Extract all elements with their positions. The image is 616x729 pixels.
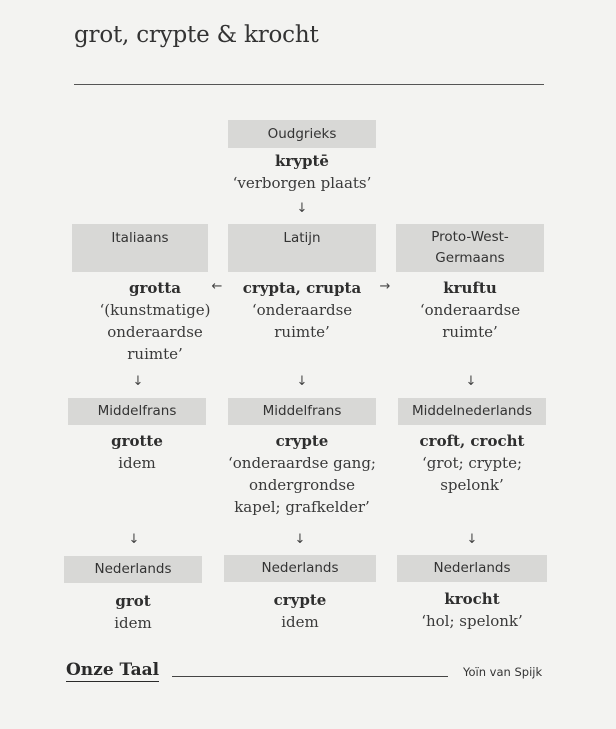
term-nederlands-grot <box>64 590 202 634</box>
term-gloss: ‘onderaardse gang; ondergrondse kapel; grafkelder’ <box>228 454 376 516</box>
label-proto-west-germaans: Proto-West- Germaans <box>396 224 544 272</box>
term-word: croft, crocht <box>419 432 525 450</box>
term-gloss: ‘grot; crypte; spelonk’ <box>421 454 523 494</box>
term-word: kryptē <box>275 152 329 170</box>
arrow-left-icon: ← <box>211 279 223 294</box>
term-word: grotte <box>111 432 163 450</box>
arrow-right-icon: → <box>379 279 391 294</box>
label-nederlands: Nederlands <box>224 555 376 582</box>
term-latijn <box>222 277 382 343</box>
label-nederlands: Nederlands <box>64 556 202 583</box>
label-latijn: Latijn <box>228 224 376 272</box>
arrow-down-icon: ↓ <box>296 374 308 389</box>
term-gloss: idem <box>281 613 319 631</box>
arrow-down-icon: ↓ <box>132 374 144 389</box>
label-middelnederlands: Middelnederlands <box>398 398 546 425</box>
arrow-down-icon: ↓ <box>296 201 308 216</box>
term-gloss: ‘hol; spelonk’ <box>421 612 523 630</box>
term-gloss: ‘verborgen plaats’ <box>232 174 372 192</box>
term-middelfrans-crypte <box>218 430 386 518</box>
arrow-down-icon: ↓ <box>466 532 478 547</box>
label-nederlands: Nederlands <box>397 555 547 582</box>
title-divider <box>74 84 544 85</box>
term-nederlands-krocht <box>397 588 547 632</box>
term-gloss: idem <box>118 454 156 472</box>
arrow-down-icon: ↓ <box>294 532 306 547</box>
label-oudgrieks: Oudgrieks <box>228 120 376 148</box>
footer-divider <box>172 676 448 677</box>
term-oudgrieks <box>213 150 391 194</box>
page-title: grot, crypte & krocht <box>74 22 319 48</box>
term-proto-west-germaans <box>396 277 544 343</box>
term-gloss: idem <box>114 614 152 632</box>
term-word: grotta <box>129 279 181 297</box>
term-word: krocht <box>444 590 500 608</box>
term-gloss: ‘(kunstmatige) onderaardse ruimte’ <box>99 301 211 363</box>
label-middelfrans: Middelfrans <box>68 398 206 425</box>
term-word: grot <box>115 592 151 610</box>
term-nederlands-crypte <box>224 589 376 633</box>
term-gloss: ‘onderaardse ruimte’ <box>251 301 353 341</box>
term-word: kruftu <box>443 279 497 297</box>
label-middelfrans: Middelfrans <box>228 398 376 425</box>
term-word: crypte <box>275 432 329 450</box>
term-word: crypte <box>273 591 327 609</box>
arrow-down-icon: ↓ <box>465 374 477 389</box>
term-middelfrans-grotte <box>68 430 206 474</box>
term-middelnederlands <box>398 430 546 496</box>
label-italiaans: Italiaans <box>72 224 208 272</box>
arrow-down-icon: ↓ <box>128 532 140 547</box>
author-credit: Yoïn van Spijk <box>463 665 543 679</box>
term-gloss: ‘onderaardse ruimte’ <box>419 301 521 341</box>
term-word: crypta, crupta <box>242 279 362 297</box>
onze-taal-logo: Onze Taal <box>66 660 160 680</box>
